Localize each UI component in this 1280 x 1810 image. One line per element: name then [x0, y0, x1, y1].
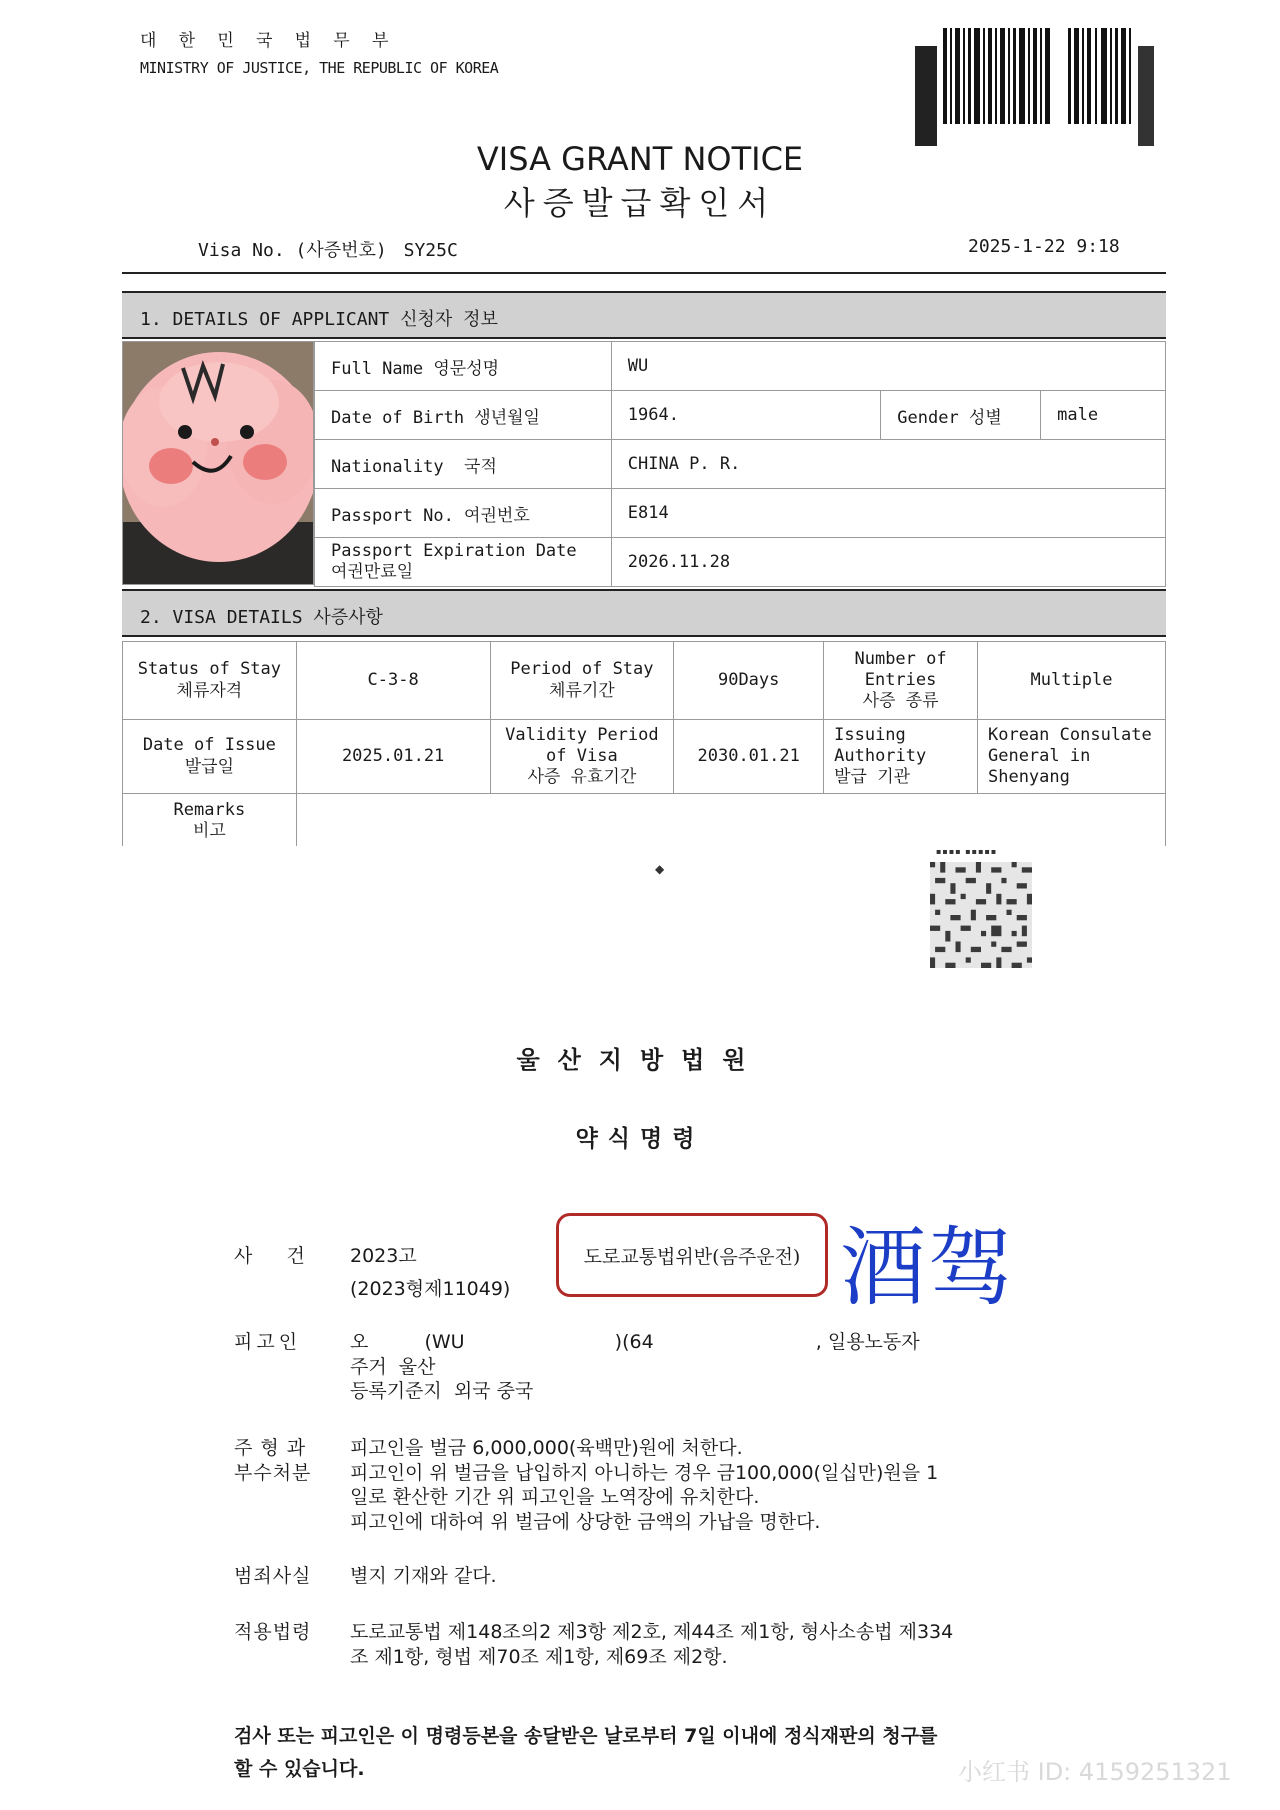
- period-of-stay-label: [490, 642, 674, 720]
- table-row: [315, 342, 1166, 391]
- defendant-english-name: (WU: [424, 1331, 465, 1353]
- law-label: 적용법령: [234, 1621, 312, 1643]
- label-ko: 체류기간: [549, 680, 615, 701]
- remarks-label: [123, 794, 297, 846]
- applicant-table: [314, 341, 1166, 587]
- authority-line: Korean Consulate: [987, 724, 1152, 745]
- gender-label: Gender 성별: [881, 391, 1041, 440]
- law-text: [350, 1620, 1130, 1669]
- sentence-label-line: 부수처분: [234, 1461, 312, 1484]
- label-ko: 사증 종류: [862, 691, 939, 712]
- period-of-stay-value: 90Days: [674, 642, 824, 720]
- dob-value: 1964.: [611, 391, 881, 440]
- table-row: [123, 794, 1166, 846]
- status-of-stay-value: C-3-8: [296, 642, 490, 720]
- status-of-stay-label: [123, 642, 297, 720]
- full-name-label: Full Name 영문성명: [315, 342, 612, 391]
- court-name: 울산지방법원: [516, 1045, 764, 1074]
- passport-label: Passport No. 여권번호: [315, 489, 612, 538]
- number-of-entries-value: Multiple: [977, 642, 1165, 720]
- case-number-line: 2023고: [350, 1245, 417, 1267]
- label-en: Remarks: [173, 800, 246, 820]
- ministry-header: [140, 26, 498, 77]
- title-korean: 사증발급확인서: [503, 184, 777, 222]
- defendant-age: )(64: [614, 1331, 654, 1353]
- defendant-registration: 등록기준지 외국 중국: [350, 1380, 534, 1403]
- visa-number-label: Visa No. (사증번호): [198, 240, 387, 261]
- passport-expiration-label-ko: 여권만료일: [331, 562, 414, 582]
- divider: [122, 272, 1166, 274]
- cartoon-face-sticker-icon: [123, 342, 314, 585]
- table-row: [123, 642, 1166, 720]
- defendant-info: [350, 1330, 1050, 1404]
- sentence-label-line: 주 형 과: [234, 1437, 307, 1459]
- ministry-korean: 대 한 민 국 법 무 부: [140, 31, 395, 51]
- issuing-authority-label: [824, 720, 978, 794]
- label-ko: 사증 유효기간: [527, 767, 637, 788]
- label-en: Issuing: [834, 724, 906, 745]
- passport-expiration-value: 2026.11.28: [611, 538, 1165, 587]
- label-ko: 비고: [192, 821, 226, 842]
- charge-highlight-box: 도로교통법위반(음주운전): [556, 1213, 828, 1297]
- label-en: Authority: [834, 745, 927, 766]
- nationality-label: Nationality 국적: [315, 440, 612, 489]
- section-visa-details-header: 2. VISA DETAILS 사증사항: [122, 589, 1166, 637]
- label-ko: 발급일: [184, 756, 234, 777]
- qr-caption: ▪▪▪▪ ▪▪▪▪▪: [936, 847, 998, 856]
- sentence-line: 피고인을 벌금 6,000,000(육백만)원에 처한다.: [350, 1437, 743, 1459]
- passport-expiration-label: [315, 538, 612, 587]
- sentence-line: 일로 환산한 기간 위 피고인을 노역장에 유치한다.: [350, 1486, 760, 1509]
- validity-period-label: [490, 720, 674, 794]
- qr-code-icon: [930, 862, 1032, 968]
- remarks-value: [296, 794, 1165, 846]
- notice-line: 검사 또는 피고인은 이 명령등본을 송달받은 날로부터 7일 이내에 정식재판의 청구를: [234, 1725, 938, 1747]
- defendant-line: [350, 1330, 1050, 1355]
- visa-number-value: SY25C: [403, 240, 458, 261]
- table-row: [315, 391, 1166, 440]
- watermark-id: 小红书 ID: 4159251321: [958, 1758, 1232, 1786]
- authority-line: Shenyang: [987, 767, 1070, 788]
- defendant-name: 오: [350, 1331, 369, 1353]
- visa-details-table: [122, 641, 1166, 846]
- label-en: Validity Period: [505, 724, 659, 745]
- notice-line: 할 수 있습니다.: [234, 1757, 365, 1780]
- ministry-english: MINISTRY OF JUSTICE, THE REPUBLIC OF KOREA: [140, 59, 499, 77]
- label-en: Date of Issue: [142, 735, 276, 756]
- applicant-photo: [122, 341, 314, 585]
- case-number-line: (2023형제11049): [350, 1277, 511, 1300]
- gender-value: male: [1041, 391, 1166, 440]
- label-en: Status of Stay: [137, 659, 282, 680]
- table-row: [315, 538, 1166, 587]
- charge-annotation-chinese: 酒驾: [840, 1218, 1016, 1318]
- table-row: [315, 489, 1166, 538]
- sentence-label: [234, 1436, 314, 1485]
- law-line: 조 제1항, 형법 제70조 제1항, 제69조 제2항.: [350, 1645, 728, 1668]
- barcode-icon: [1068, 28, 1156, 146]
- facts-label: 범죄사실: [234, 1565, 312, 1587]
- case-label: 사 건: [234, 1245, 309, 1267]
- issuing-authority-value: [977, 720, 1165, 794]
- section-applicant-header: 1. DETAILS OF APPLICANT 신청자 정보: [122, 291, 1166, 339]
- authority-line: General in: [987, 745, 1091, 766]
- date-of-issue-value: 2025.01.21: [296, 720, 490, 794]
- number-of-entries-label: [824, 642, 978, 720]
- label-en: of Visa: [546, 745, 618, 766]
- label-ko: 발급 기관: [834, 767, 911, 788]
- facts-text: 별지 기재와 같다.: [350, 1565, 497, 1587]
- sentence-line: 피고인이 위 벌금을 납입하지 아니하는 경우 금100,000(일십만)원을 1: [350, 1461, 939, 1484]
- issued-timestamp: 2025-1-22 9:18: [968, 236, 1120, 257]
- defendant-label: 피고인: [234, 1331, 302, 1353]
- title-english: VISA GRANT NOTICE: [476, 140, 804, 178]
- passport-value: E814: [611, 489, 1165, 538]
- defendant-residence: 주거 울산: [350, 1355, 436, 1378]
- sentence-line: 피고인에 대하여 위 벌금에 상당한 금액의 가납을 명한다.: [350, 1511, 821, 1534]
- stray-mark: ◆: [655, 862, 665, 876]
- order-type: 약식명령: [575, 1125, 705, 1152]
- date-of-issue-label: [123, 720, 297, 794]
- validity-period-value: 2030.01.21: [674, 720, 824, 794]
- dob-label: Date of Birth 생년월일: [315, 391, 612, 440]
- barcode-icon: [915, 28, 1055, 146]
- visa-number: [198, 236, 458, 262]
- visa-grant-notice: [0, 0, 1280, 850]
- sentence-text: [350, 1436, 1130, 1535]
- table-row: [123, 720, 1166, 794]
- label-ko: 체류자격: [176, 680, 243, 701]
- label-en: Number of: [854, 648, 947, 669]
- passport-expiration-label-en: Passport Expiration Date: [331, 540, 577, 561]
- table-row: [315, 440, 1166, 489]
- nationality-value: CHINA P. R.: [611, 440, 1165, 489]
- full-name-value: WU: [611, 342, 1165, 391]
- defendant-occupation: , 일용노동자: [815, 1331, 920, 1353]
- label-en: Period of Stay: [510, 659, 654, 680]
- law-line: 도로교통법 제148조의2 제3항 제2호, 제44조 제1항, 형사소송법 제334: [350, 1621, 954, 1643]
- label-en: Entries: [864, 669, 937, 690]
